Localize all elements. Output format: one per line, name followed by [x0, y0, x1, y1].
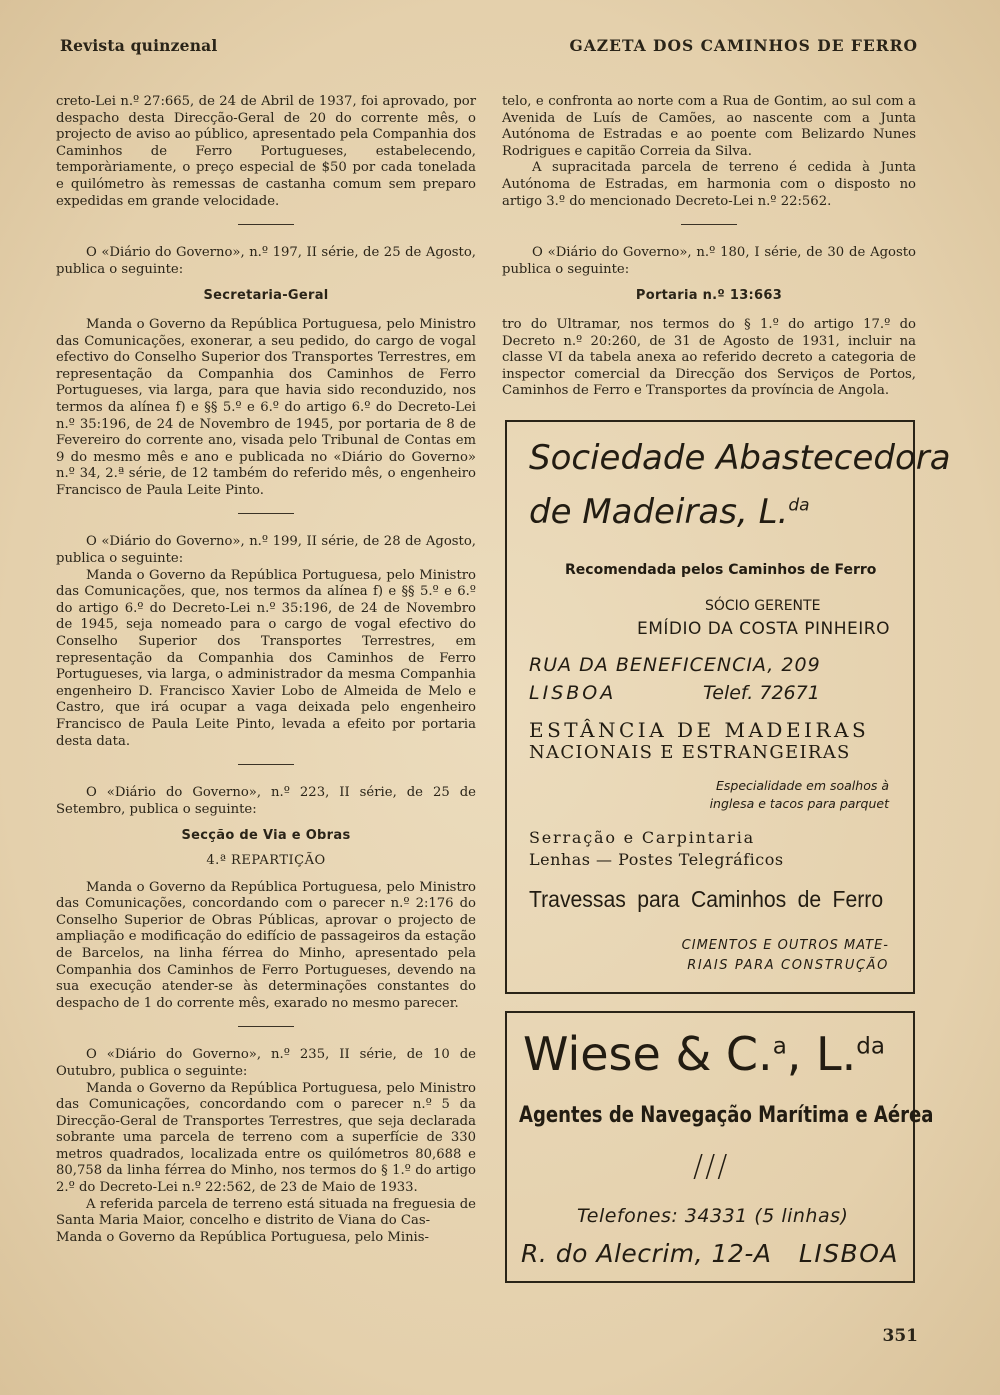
- ad2-city: LISBOA: [798, 1239, 899, 1268]
- ad2-title-sup2: da: [856, 1033, 885, 1060]
- ad2-address: R. do Alecrim, 12-A: [521, 1239, 772, 1268]
- ad-role: SÓCIO GERENTE: [705, 598, 821, 614]
- ad-specialty1: Especialidade em soalhos à: [715, 778, 889, 793]
- ad-service1: Serração e Carpintaria: [529, 828, 756, 847]
- section-heading: Secção de Via e Obras: [181, 828, 351, 844]
- section-heading: Secretaria-Geral: [203, 288, 329, 304]
- ad2-title: [523, 1027, 885, 1081]
- advertisement-sociedade-abastecedora: [505, 420, 951, 994]
- ad-title-line2: [529, 492, 810, 532]
- ad-cement2: RIAIS PARA CONSTRUÇÃO: [687, 958, 889, 973]
- ad-line2: NACIONAIS E ESTRANGEIRAS: [529, 742, 851, 763]
- divider: [238, 764, 294, 765]
- ad-city: LISBOA: [529, 682, 617, 704]
- ad-manager: EMÍDIO DA COSTA PINHEIRO: [637, 619, 890, 639]
- paragraph: O «Diário do Governo», n.º 235, II série, de 10 de Outubro, publica o seguinte:: [56, 1047, 476, 1079]
- ad2-title-text: Wiese & C.: [523, 1027, 773, 1081]
- paragraph: A supracitada parcela de terreno é cedida à Junta Autónoma de Estradas, em harmonia com o disposto no artigo 3.º do mencionado Decreto-Lei n.º 22:562.: [502, 160, 916, 209]
- divider: [681, 224, 737, 225]
- ad-sleepers: Travessas para Caminhos de Ferro: [529, 886, 884, 912]
- ad-phone: Telef. 72671: [703, 682, 820, 704]
- ad2-phones: Telefones: 34331 (5 linhas): [577, 1205, 849, 1227]
- paragraph: Manda o Governo da República Portuguesa, pelo Ministro das Comunicações, concordando com o parecer n.º 2:176 do Conselho Superior de Obras Públicas, aprovar o projecto de ampliação e modificação do edifício de passageiros da estação de Barcelos, na linha férrea do Minho, apresentado pela Companhia dos Caminhos de Ferro Portugueses, devendo na sua execução atender-se às determinações constantes do despacho de 1 do corrente mês, exarado no mesmo parecer.: [56, 879, 476, 1011]
- divider: [238, 1026, 294, 1027]
- ad-title-line1: Sociedade Abastecedora: [529, 438, 951, 478]
- ad-cement1: CIMENTOS E OUTROS MATE-: [681, 938, 889, 953]
- paragraph: O «Diário do Governo», n.º 223, II série, de 25 de Setembro, publica o seguinte:: [56, 785, 476, 817]
- section-heading: Portaria n.º 13:663: [635, 288, 783, 304]
- right-column: [502, 94, 916, 400]
- ad2-mark: ///: [693, 1149, 730, 1184]
- header-right: GAZETA DOS CAMINHOS DE FERRO: [569, 36, 918, 55]
- paragraph: Manda o Governo da República Portuguesa, pelo Minis-: [56, 1229, 430, 1245]
- page-number: 351: [882, 1326, 918, 1346]
- paragraph: tro do Ultramar, nos termos do § 1.º do artigo 17.º do Decreto n.º 20:260, de 31 de Agosto de 1931, incluir na classe VI da tabela anexa ao referido decreto a categoria de inspector comercial da Direcção dos Serviços de Portos, Caminhos de Ferro e Transportes da província de Angola.: [502, 316, 916, 399]
- paragraph: O «Diário do Governo», n.º 180, I série, de 30 de Agosto publica o seguinte:: [502, 245, 916, 277]
- paragraph: Manda o Governo da República Portuguesa, pelo Ministro das Comunicações, que, nos termos da alínea f) e §§ 5.º e 6.º do artigo 6.º do Decreto-Lei n.º 35:196, de 24 de Novembro de 1945, seja nomeado para o cargo de vogal efectivo do Conselho Superior dos Transportes Terrestres, em representação da Companhia dos Caminhos de Ferro Portugueses, via larga, o administrador da mesma Companhia engenheiro D. Francisco Xavier Lobo de Almeida de Melo e Castro, que irá ocupar a vaga deixada pelo engenheiro Francisco de Paula Leite Pinto, levada a efeito por portaria desta data.: [56, 567, 476, 749]
- ad-address: RUA DA BENEFICENCIA, 209: [529, 654, 821, 676]
- left-column: [56, 94, 476, 1246]
- paragraph: O «Diário do Governo», n.º 199, II série, de 28 de Agosto, publica o seguinte:: [56, 534, 476, 567]
- ad2-title-sup1: a: [772, 1033, 787, 1060]
- ad-recommended: Recomendada pelos Caminhos de Ferro: [565, 562, 877, 578]
- paragraph: O «Diário do Governo», n.º 197, II série, de 25 de Agosto, publica o seguinte:: [56, 245, 476, 277]
- ad-line1: ESTÂNCIA DE MADEIRAS: [529, 718, 870, 742]
- header-left: Revista quinzenal: [60, 36, 218, 55]
- ad2-tagline: Agentes de Navegação Marítima e Aérea: [519, 1103, 934, 1128]
- ad2-title-mid: , L.: [786, 1027, 857, 1081]
- paragraph: Manda o Governo da República Portuguesa, pelo Ministro das Comunicações, concordando com o parecer n.º 5 da Direcção-Geral de Transportes Terrestres, que seja declarada sobrante uma parcela de terreno com a superfície de 330 metros quadrados, localizada entre os quilómetros 80,688 e 80,758 da linha férrea do Minho, nos termos do § 1.º do artigo 2.º do Decreto-Lei n.º 22:562, de 23 de Maio de 1933.: [56, 1080, 476, 1196]
- subsection-heading: 4.ª REPARTIÇÃO: [206, 852, 326, 868]
- ad-title-line2-text: de Madeiras, L.: [529, 492, 789, 532]
- ad-specialty2: inglesa e tacos para parquet: [709, 796, 889, 811]
- advertisement-wiese: [505, 1011, 934, 1283]
- paragraph: telo, e confronta ao norte com a Rua de Gontim, ao sul com a Avenida de Luís de Camões, ao nascente com a Junta Autónoma de Estradas e ao poente com Belizardo Nunes Rodrigues e capitão Correia da Silva.: [502, 94, 916, 159]
- ad-service2: Lenhas — Postes Telegráficos: [529, 850, 784, 869]
- divider: [238, 224, 294, 225]
- paragraph: creto-Lei n.º 27:665, de 24 de Abril de 1937, foi aprovado, por despacho desta Direcção-Geral de 20 do corrente mês, o projecto de aviso ao público, apresentado pela Companhia dos Caminhos de Ferro Portugueses, estabelecendo, temporàriamente, o preço especial de $50 por cada tonelada e quilómetro às remessas de castanha comum sem preparo expedidas em grande velocidade.: [56, 94, 476, 209]
- paragraph: A referida parcela de terreno está situada na freguesia de Santa Maria Maior, concelho e distrito de Viana do Cas-: [56, 1196, 476, 1229]
- divider: [238, 513, 294, 514]
- paragraph: Manda o Governo da República Portuguesa, pelo Ministro das Comunicações, exonerar, a seu pedido, do cargo de vogal efectivo do Conselho Superior dos Transportes Terrestres, em representação da Companhia dos Caminhos de Ferro Portugueses, via larga, para que havia sido reconduzido, nos termos da alínea f) e §§ 5.º e 6.º do artigo 6.º do Decreto-Lei n.º 35:196, de 24 de Novembro de 1945, por portaria de 8 de Fevereiro do corrente ano, visada pelo Tribunal de Contas em 9 do mesmo mês e ano e publicada no «Diário do Governo» n.º 34, 2.ª série, de 12 também do referido mês, o engenheiro Francisco de Paula Leite Pinto.: [56, 316, 476, 498]
- ad-title-sup: da: [788, 495, 810, 516]
